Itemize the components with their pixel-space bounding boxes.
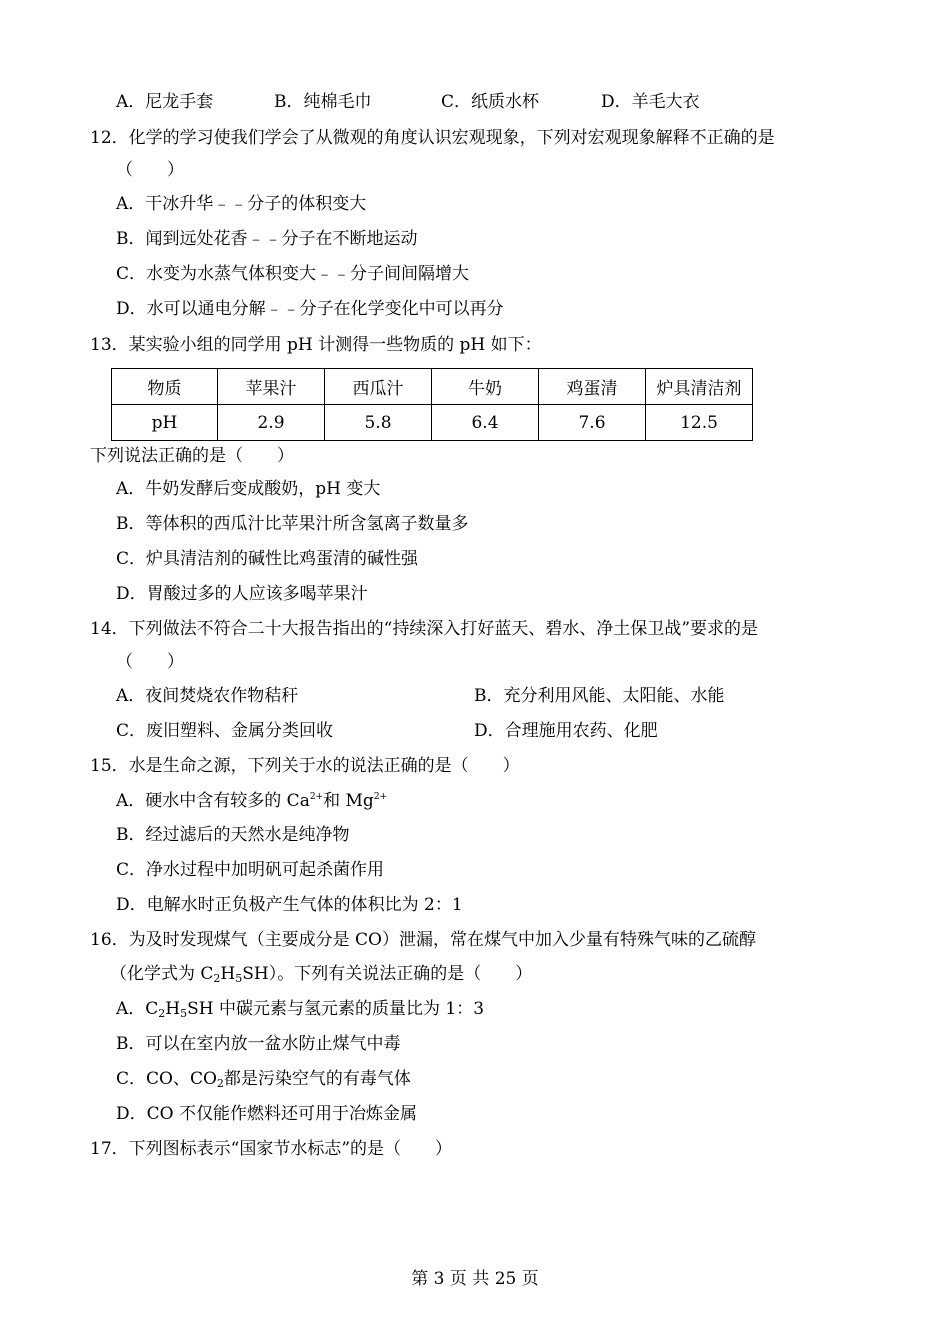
q15-option-d: D．电解水时正负极产生气体的体积比为 2：1 [116,895,463,915]
ph-table-cell: 2.9 [218,405,325,441]
q13-stem: 13．某实验小组的同学用 pH 计测得一些物质的 pH 如下： [90,335,542,355]
q14-stem: 14．下列做法不符合二十大报告指出的“持续深入打好蓝天、碧水、净土保卫战”要求的是 [90,619,759,639]
q14-answer-paren: （ ） [116,652,184,672]
q12-stem: 12．化学的学习使我们学会了从微观的角度认识宏观现象，下列对宏观现象解释不正确的是 [90,128,775,148]
q16-option-a: A．$C_2H_5SH$ 中碳元素与氢元素的质量比为 1：3 [116,999,485,1020]
ph-table-header-cell: 苹果汁 [218,369,325,405]
q15-option-a: A．硬水中含有较多的 $Ca^{2+}$和 $Mg^{2+}$ [116,791,388,811]
ph-table-header-cell: 物质 [112,369,218,405]
q15-option-c: C．净水过程中加明矾可起杀菌作用 [116,860,385,880]
q13-question: 下列说法正确的是（ ） [90,446,294,466]
ph-table-header-cell: 鸡蛋清 [539,369,646,405]
q12-option-b: B．闻到远处花香﹣﹣分子在不断地运动 [116,229,418,249]
q16-option-d: D．CO 不仅能作燃料还可用于冶炼金属 [116,1104,417,1124]
ph-table-header-cell: 牛奶 [432,369,539,405]
q17-stem: 17．下列图标表示“国家节水标志”的是（ ） [90,1139,453,1159]
q12-option-c: C．水变为水蒸气体积变大﹣﹣分子间间隔增大 [116,264,470,284]
q11-option-a: A．尼龙手套 [116,92,214,112]
q14-option-b: B．充分利用风能、太阳能、水能 [474,686,725,706]
q14-option-c: C．废旧塑料、金属分类回收 [116,721,334,741]
ph-table-cell: pH [112,405,218,441]
ph-table-header-cell: 西瓜汁 [325,369,432,405]
q16-option-b: B．可以在室内放一盆水防止煤气中毒 [116,1034,401,1054]
q12-option-d: D．水可以通电分解﹣﹣分子在化学变化中可以再分 [116,299,504,319]
q13-option-b: B．等体积的西瓜汁比苹果汁所含氢离子数量多 [116,514,469,534]
ph-table-header-row [112,369,753,405]
q15-stem: 15．水是生命之源，下列关于水的说法正确的是（ ） [90,756,520,776]
q13-option-d: D．胃酸过多的人应该多喝苹果汁 [116,584,368,604]
ph-table-cell: 5.8 [325,405,432,441]
q12-answer-paren: （ ） [116,160,184,180]
q16-stem: 16．为及时发现煤气（主要成分是 CO）泄漏，常在煤气中加入少量有特殊气味的乙硫醇 [90,930,756,950]
q16-option-c: C．CO、$CO_2$都是污染空气的有毒气体 [116,1069,411,1090]
q15-option-b: B．经过滤后的天然水是纯净物 [116,825,350,845]
q12-option-a: A．干冰升华﹣﹣分子的体积变大 [116,194,367,214]
ph-table-value-row [112,405,753,441]
ph-table-header-cell: 炉具清洁剂 [646,369,753,405]
q11-option-c: C．纸质水杯 [441,92,540,112]
q13-option-a: A．牛奶发酵后变成酸奶，pH 变大 [116,479,381,499]
q14-option-a: A．夜间焚烧农作物秸秆 [116,686,299,706]
q14-option-d: D．合理施用农药、化肥 [474,721,658,741]
q16-stem-continued: （化学式为 $C_2H_5SH$）。下列有关说法正确的是（ ） [110,964,533,985]
ph-table-cell: 7.6 [539,405,646,441]
page-footer: 第 3 页 共 25 页 [411,1269,539,1289]
q11-option-d: D．羊毛大衣 [601,92,700,112]
ph-table-cell: 6.4 [432,405,539,441]
q11-option-b: B．纯棉毛巾 [274,92,372,112]
ph-table [111,368,753,441]
q13-option-c: C．炉具清洁剂的碱性比鸡蛋清的碱性强 [116,549,419,569]
ph-table-cell: 12.5 [646,405,753,441]
